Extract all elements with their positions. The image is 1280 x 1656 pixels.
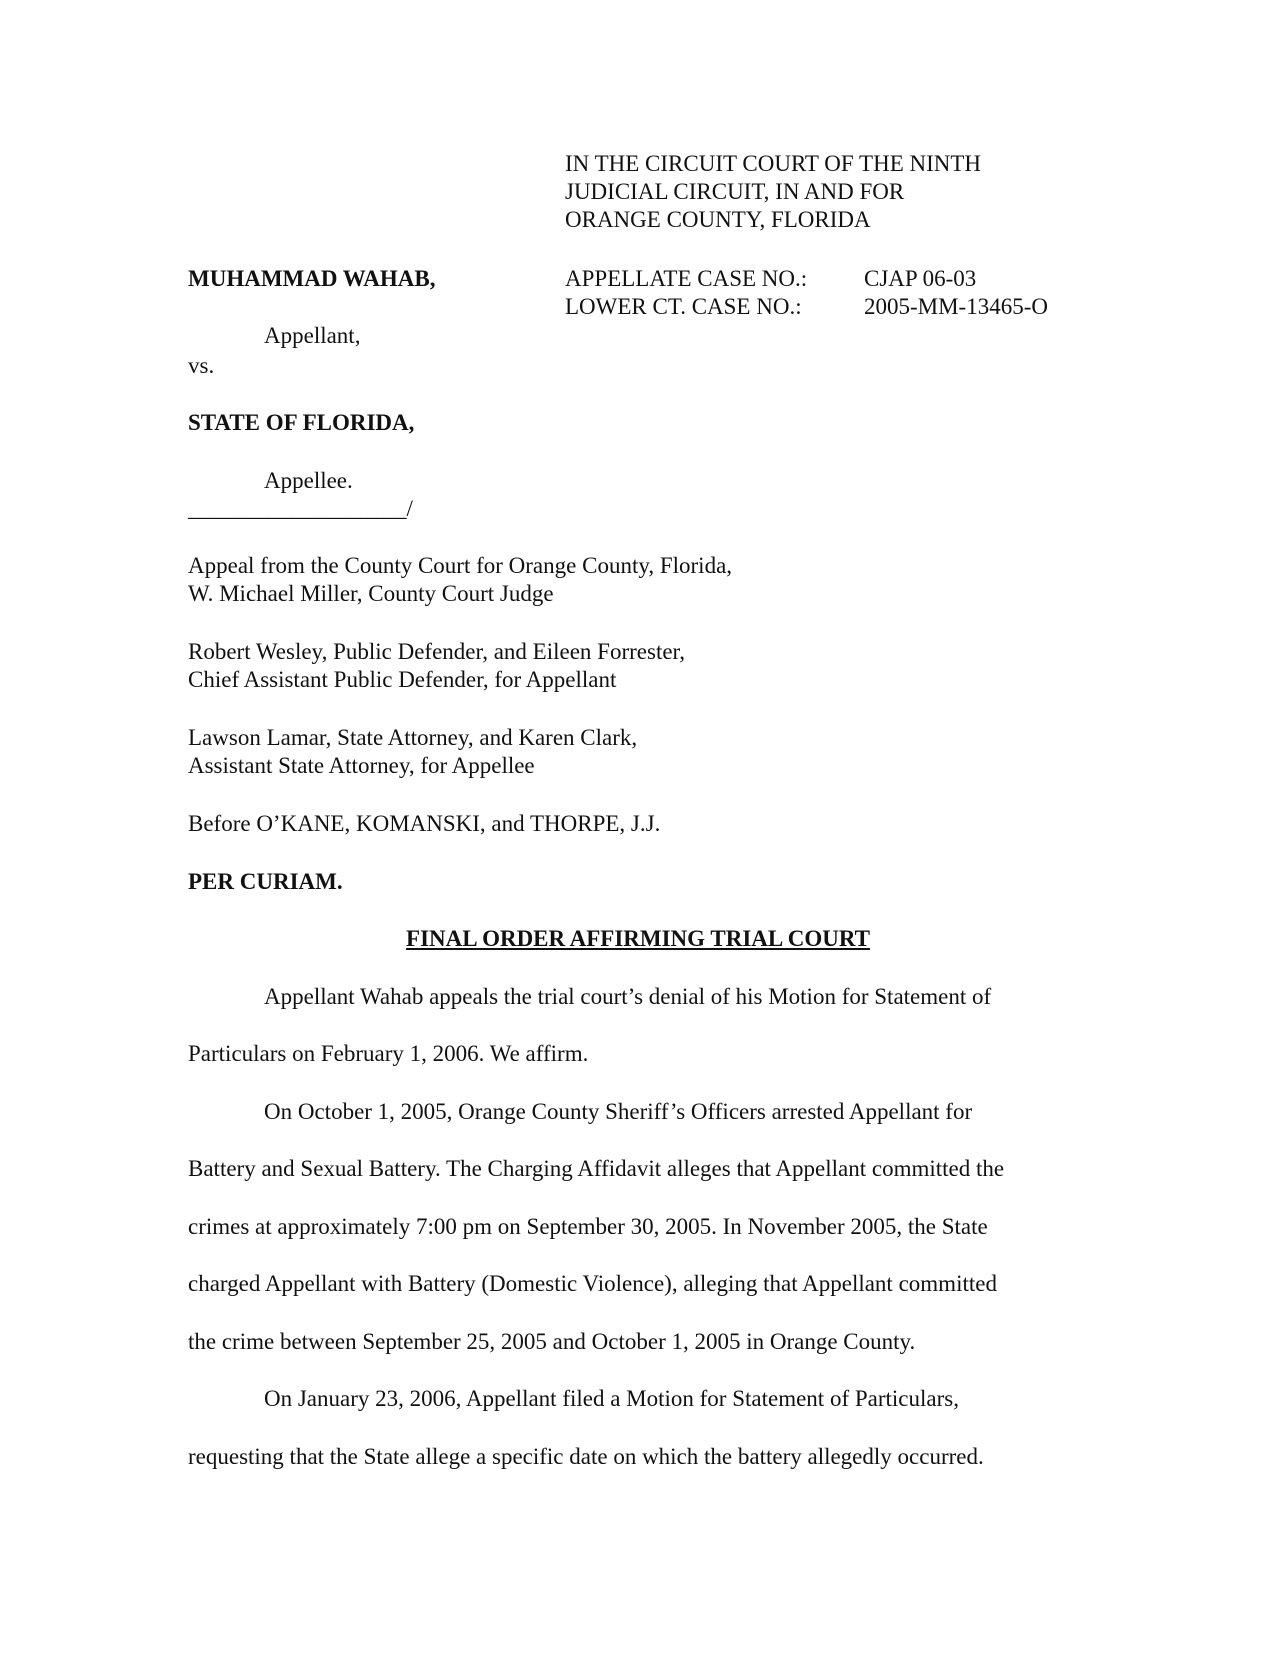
- body-line: the crime between September 25, 2005 and October 1, 2005 in Orange County.: [188, 1329, 916, 1354]
- appeal-from: [188, 552, 732, 608]
- counsel-line: Assistant State Attorney, for Appellee: [188, 753, 535, 778]
- lower-case-value: 2005-MM-13465-O: [864, 294, 1048, 319]
- appellate-case-label: APPELLATE CASE NO.:: [565, 266, 808, 291]
- counsel-appellant: [188, 638, 685, 694]
- body-line: crimes at approximately 7:00 pm on September 30, 2005. In November 2005, the State: [188, 1214, 988, 1239]
- order-title: FINAL ORDER AFFIRMING TRIAL COURT: [406, 926, 870, 951]
- counsel-appellee: [188, 724, 637, 780]
- versus: vs.: [188, 353, 215, 378]
- lower-case-label: LOWER CT. CASE NO.:: [565, 294, 802, 319]
- body-line: On October 1, 2005, Orange County Sheriff’s Officers arrested Appellant for: [264, 1099, 973, 1124]
- appeal-from-line: Appeal from the County Court for Orange County, Florida,: [188, 553, 733, 578]
- appellant-role: Appellant,: [264, 323, 361, 348]
- body-line: Particulars on February 1, 2006. We affirm.: [188, 1041, 589, 1066]
- court-header-line: ORANGE COUNTY, FLORIDA: [565, 207, 871, 232]
- caption-separator: ___________________/: [188, 496, 413, 521]
- court-header-line: JUDICIAL CIRCUIT, IN AND FOR: [565, 179, 905, 204]
- counsel-line: Robert Wesley, Public Defender, and Eileen Forrester,: [188, 639, 686, 664]
- body-line: On January 23, 2006, Appellant filed a Motion for Statement of Particulars,: [264, 1386, 959, 1411]
- panel-judges: Before O’KANE, KOMANSKI, and THORPE, J.J.: [188, 811, 661, 836]
- court-header: [565, 150, 981, 234]
- body-line: charged Appellant with Battery (Domestic Violence), alleging that Appellant committed: [188, 1271, 997, 1296]
- appellate-case-value: CJAP 06-03: [864, 266, 977, 291]
- court-header-line: IN THE CIRCUIT COURT OF THE NINTH: [565, 151, 982, 176]
- appellee-role: Appellee.: [264, 468, 353, 493]
- appellant-name: MUHAMMAD WAHAB,: [188, 266, 436, 291]
- appeal-from-line: W. Michael Miller, County Court Judge: [188, 581, 554, 606]
- counsel-line: Lawson Lamar, State Attorney, and Karen Clark,: [188, 725, 638, 750]
- per-curiam: PER CURIAM.: [188, 869, 343, 894]
- body-line: Battery and Sexual Battery. The Charging Affidavit alleges that Appellant committed the: [188, 1156, 1005, 1181]
- body-line: requesting that the State allege a specific date on which the battery allegedly occurred.: [188, 1444, 984, 1469]
- body-line: Appellant Wahab appeals the trial court’s denial of his Motion for Statement of: [264, 984, 992, 1009]
- counsel-line: Chief Assistant Public Defender, for Appellant: [188, 667, 617, 692]
- appellee-name: STATE OF FLORIDA,: [188, 410, 415, 435]
